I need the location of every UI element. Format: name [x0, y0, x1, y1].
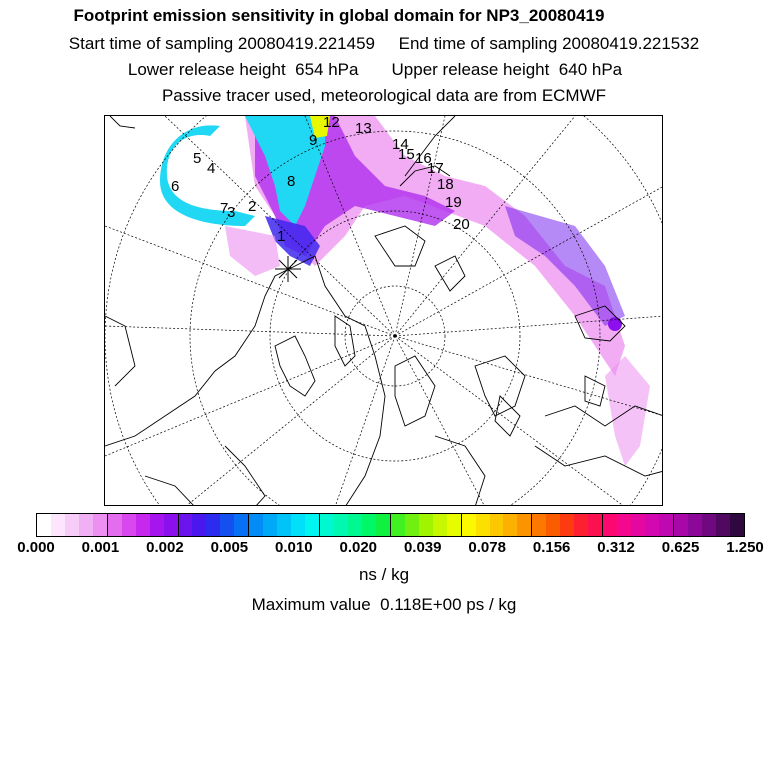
trajectory-label: 20: [453, 216, 470, 233]
colorbar-swatch: [220, 514, 234, 536]
colorbar-swatch: [79, 514, 93, 536]
colorbar-swatch: [391, 514, 405, 536]
trajectory-label: 15: [398, 146, 415, 163]
colorbar-swatch: [376, 514, 391, 536]
colorbar-swatch: [249, 514, 263, 536]
trajectory-label: 12: [323, 116, 340, 131]
trajectory-label: 8: [287, 173, 296, 190]
trajectory-label: 14: [392, 136, 409, 153]
colorbar-swatch: [476, 514, 490, 536]
colorbar-swatch: [277, 514, 291, 536]
colorbar-swatch: [503, 514, 517, 536]
colorbar-swatch: [447, 514, 462, 536]
colorbar-swatch: [574, 514, 588, 536]
colorbar-swatch: [433, 514, 447, 536]
colorbar-swatch: [716, 514, 730, 536]
colorbar-swatch: [291, 514, 305, 536]
colorbar-tick-label: 0.001: [81, 539, 120, 556]
colorbar-swatch: [334, 514, 348, 536]
colorbar-swatch: [206, 514, 220, 536]
trajectory-label: 4: [207, 160, 216, 177]
colorbar-tick-label: 0.078: [468, 539, 506, 556]
colorbar-tick-label: 0.156: [532, 539, 571, 556]
maximum-value: Maximum value 0.118E+00 ps / kg: [251, 595, 517, 614]
colorbar-tick-label: 0.312: [597, 539, 635, 556]
trajectory-label: 18: [437, 176, 454, 193]
trajectory-label: 5: [193, 150, 202, 167]
colorbar-swatch: [546, 514, 560, 536]
colorbar-swatch: [560, 514, 574, 536]
colorbar-swatch: [688, 514, 702, 536]
colorbar-tick-label: 0.000: [17, 539, 55, 556]
trajectory-label: 17: [427, 160, 444, 177]
colorbar-swatch: [305, 514, 320, 536]
colorbar-tick-label: 0.010: [275, 539, 313, 556]
colorbar-swatch: [179, 514, 193, 536]
colorbar-swatch: [588, 514, 603, 536]
colorbar-swatch: [51, 514, 65, 536]
colorbar-swatch: [419, 514, 433, 536]
colorbar-swatch: [517, 514, 532, 536]
trajectory-label: 13: [355, 120, 372, 137]
colorbar-swatch: [37, 514, 51, 536]
colorbar-swatch: [603, 514, 617, 536]
colorbar-swatch: [659, 514, 674, 536]
trajectory-label: 16: [415, 150, 432, 167]
release-heights: Lower release height 654 hPa Upper release height 640 hPa: [127, 60, 623, 79]
colorbar-swatch: [532, 514, 546, 536]
colorbar-swatch: [263, 514, 277, 536]
colorbar: [36, 513, 745, 537]
colorbar-tick-label: 0.005: [210, 539, 249, 556]
map-canvas: [105, 116, 663, 506]
colorbar-swatch: [164, 514, 179, 536]
colorbar-swatch: [348, 514, 362, 536]
trajectory-label: 1: [277, 228, 286, 245]
colorbar-swatch: [136, 514, 150, 536]
colorbar-tick-label: 0.625: [661, 539, 700, 556]
trajectory-label: 9: [309, 132, 318, 149]
colorbar-swatch: [150, 514, 164, 536]
colorbar-swatch: [93, 514, 108, 536]
trajectory-label: 6: [171, 178, 180, 195]
colorbar-tick-label: 1.250: [726, 539, 764, 556]
colorbar-swatch: [631, 514, 645, 536]
colorbar-tick-label: 0.020: [339, 539, 378, 556]
colorbar-tick-label: 0.039: [403, 539, 442, 556]
trajectory-label: 2: [248, 198, 257, 215]
colorbar-swatch: [702, 514, 716, 536]
colorbar-swatch: [234, 514, 249, 536]
sampling-times: Start time of sampling 20080419.221459 End time of sampling 20080419.221532: [68, 34, 700, 53]
colorbar-tick-label: 0.002: [146, 539, 184, 556]
colorbar-swatch: [617, 514, 631, 536]
colorbar-swatch: [122, 514, 136, 536]
colorbar-swatch: [108, 514, 122, 536]
footprint-plume: [160, 116, 650, 466]
footprint-map: [104, 115, 663, 506]
colorbar-swatch: [362, 514, 376, 536]
colorbar-swatch: [65, 514, 79, 536]
trajectory-label: 7: [220, 200, 229, 217]
colorbar-swatch: [730, 514, 744, 536]
colorbar-swatch: [405, 514, 419, 536]
trajectory-label: 19: [445, 194, 462, 211]
colorbar-swatch: [645, 514, 659, 536]
colorbar-units: ns / kg: [358, 565, 410, 584]
colorbar-swatch: [462, 514, 476, 536]
colorbar-swatch: [490, 514, 504, 536]
tracer-info: Passive tracer used, meteorological data are from ECMWF: [161, 86, 607, 105]
map-title: Footprint emission sensitivity in global domain for NP3_20080419: [73, 6, 605, 25]
colorbar-swatch: [320, 514, 334, 536]
colorbar-swatch: [192, 514, 206, 536]
trajectory-label: 3: [227, 204, 236, 221]
colorbar-swatch: [674, 514, 688, 536]
